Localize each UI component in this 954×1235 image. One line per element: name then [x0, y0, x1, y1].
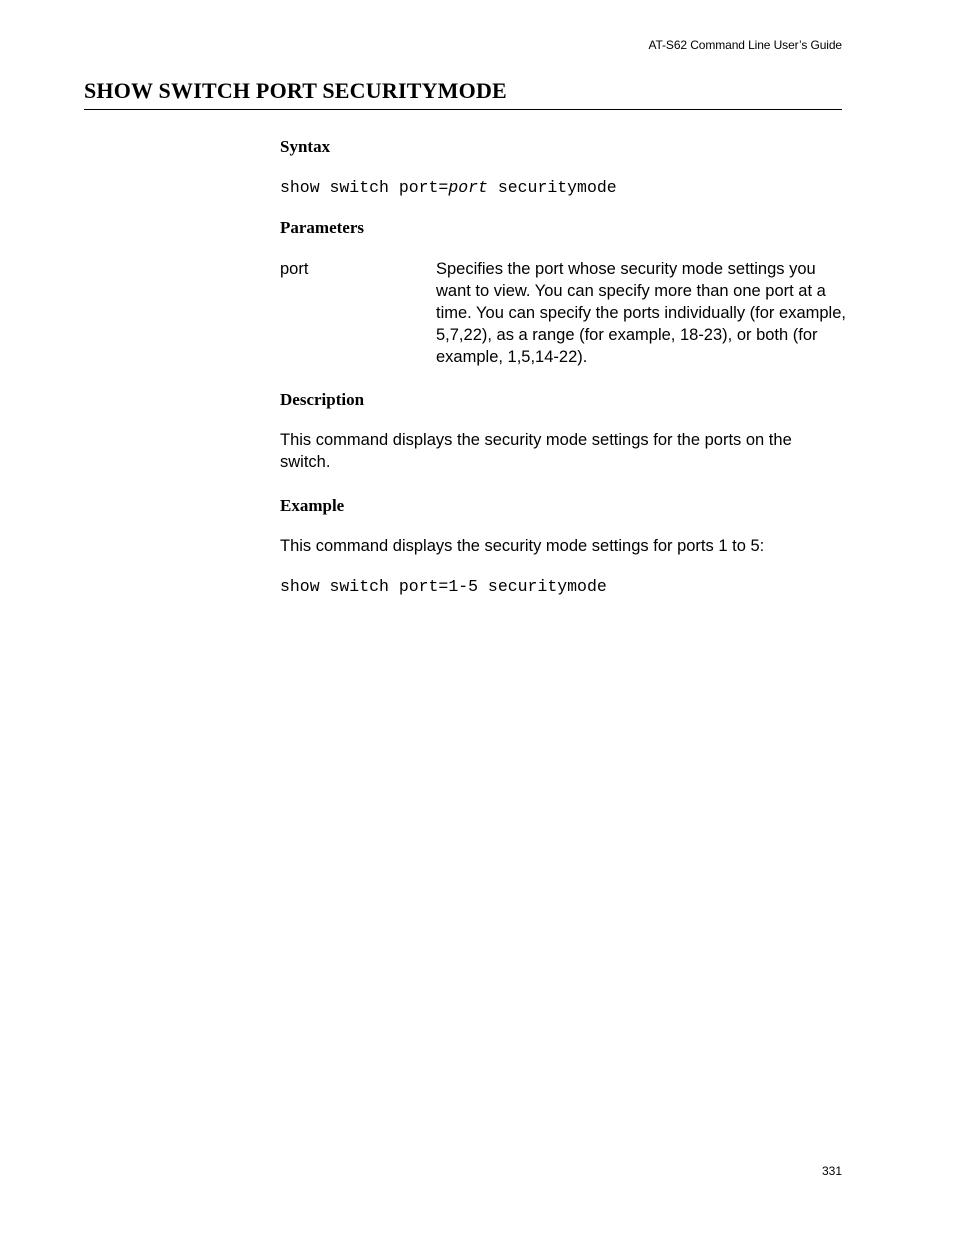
syntax-code-suffix: securitymode [487, 178, 617, 197]
parameters-heading: Parameters [280, 218, 365, 237]
running-header: AT-S62 Command Line User’s Guide [648, 38, 842, 52]
syntax-code [280, 178, 617, 197]
example-heading: Example [280, 496, 345, 515]
example-text: This command displays the security mode settings for ports 1 to 5: [280, 537, 765, 555]
description-text: This command displays the security mode settings for the ports on the switch. [280, 431, 792, 471]
parameter-name: port [280, 260, 309, 278]
page-title: SHOW SWITCH PORT SECURITYMODE [84, 78, 507, 103]
syntax-code-prefix: show switch port= [280, 178, 449, 197]
syntax-heading: Syntax [280, 137, 331, 156]
description-heading: Description [280, 390, 365, 409]
parameter-description: Specifies the port whose security mode settings you want to view. You can specify more than one port at a time. You can specify the ports individually (for example, 5,7,22), as a range (for example, 18-23), or both (for example, 1,5,14-22). [436, 260, 846, 366]
example-code: show switch port=1-5 securitymode [280, 577, 607, 596]
title-rule [84, 109, 842, 110]
page-number: 331 [821, 1164, 842, 1178]
syntax-code-param: port [448, 178, 488, 197]
